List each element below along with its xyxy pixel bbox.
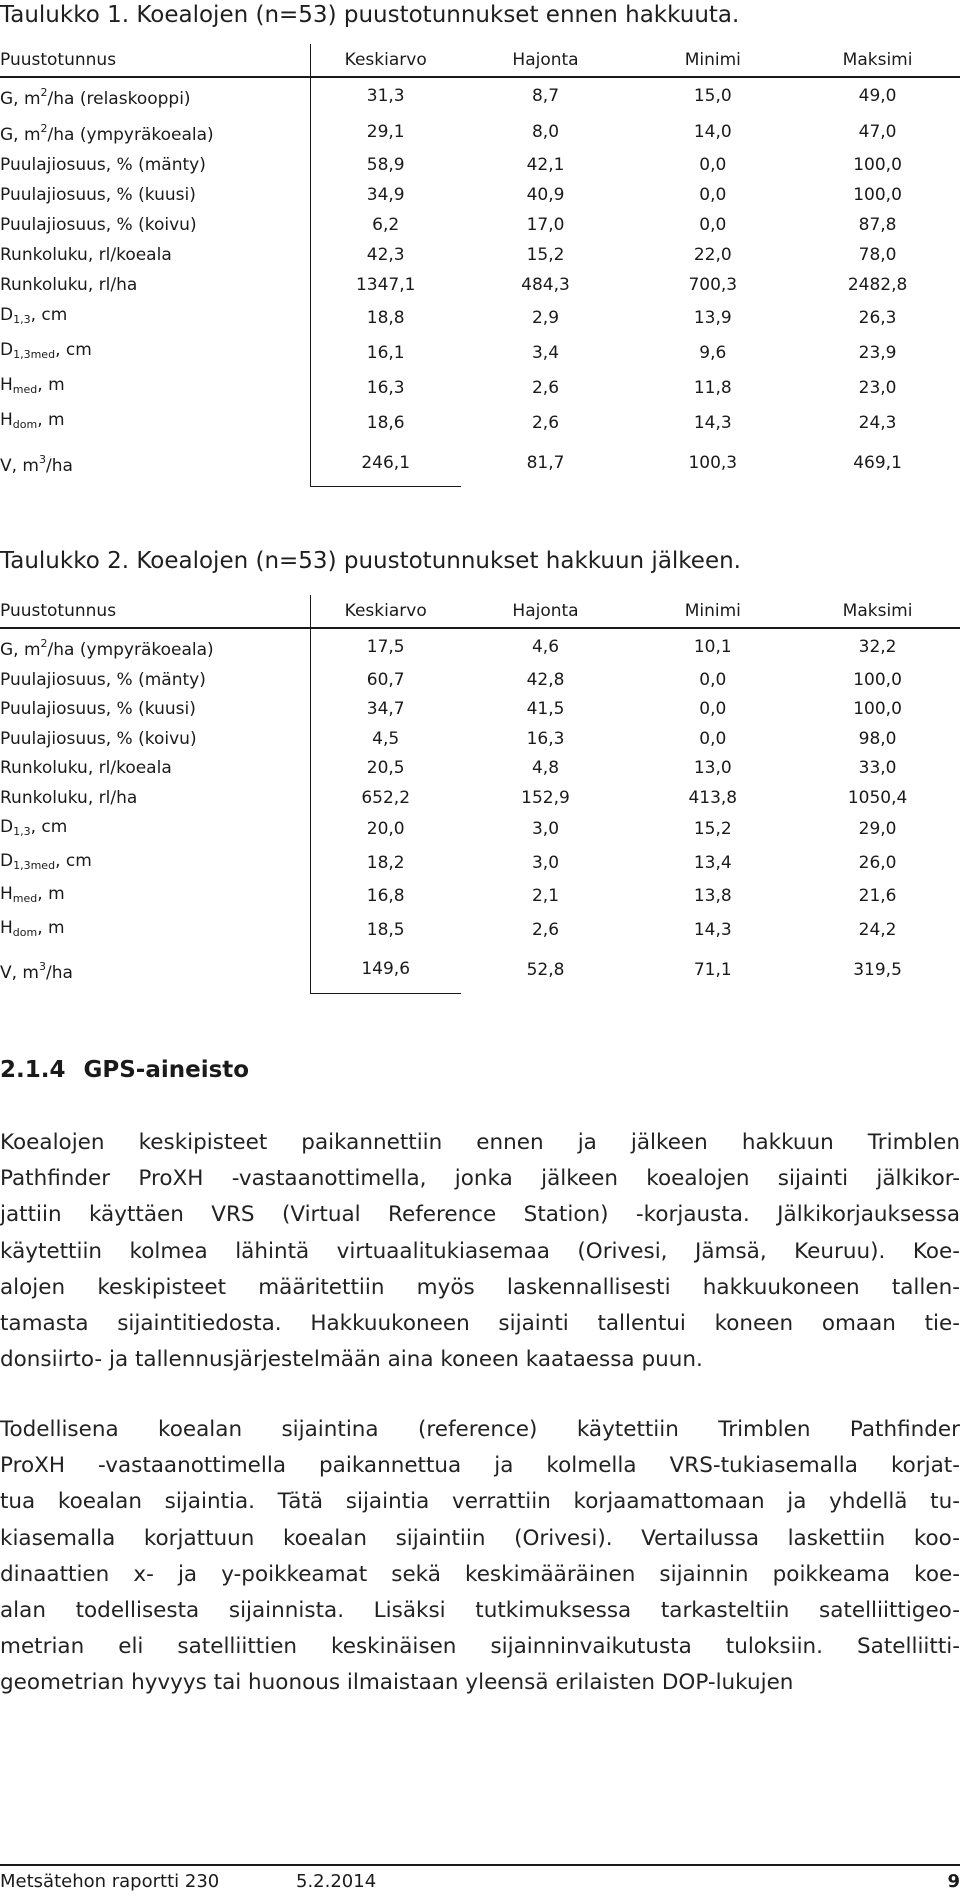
column-header: Hajonta — [461, 595, 631, 628]
table-row — [0, 77, 960, 114]
table-cell: 3,0 — [531, 852, 560, 873]
table-cell: 20,0 — [310, 813, 460, 847]
row-label — [0, 628, 310, 666]
row-label — [0, 210, 310, 240]
table-cell: 18,5 — [310, 914, 460, 948]
subscript: med — [12, 383, 38, 396]
row-label — [0, 370, 310, 405]
subscript: 1,3 — [13, 313, 31, 326]
row-label-unit: /ha — [46, 963, 73, 983]
row-label-unit: , cm — [55, 850, 92, 871]
stand-characteristics-before-table — [0, 44, 960, 487]
row-label-unit: , m — [37, 917, 65, 938]
table-cell: 652,2 — [310, 784, 460, 814]
row-label-text: Puulajiosuus, % (kuusi) — [0, 699, 196, 719]
row-label-unit: , m — [37, 375, 65, 395]
table-cell: 100,0 — [853, 669, 902, 690]
table-cell: 2,6 — [531, 377, 560, 398]
row-label-text: Runkoluku, rl/ha — [0, 787, 138, 808]
paragraph-line: tua koealan sijaintia. Tätä sijaintia verrattiin korjaamattomaan ja yhdellä tu- — [0, 1489, 960, 1515]
table-cell: 17,0 — [526, 215, 565, 235]
table-cell: 10,1 — [693, 636, 732, 657]
table-cell: 16,3 — [310, 370, 460, 405]
subscript: dom — [12, 925, 38, 939]
table2-caption: Taulukko 2. Koealojen (n=53) puustotunnukset hakkuun jälkeen. — [0, 548, 741, 574]
table-cell: 42,3 — [310, 240, 460, 270]
table-cell: 52,8 — [526, 959, 565, 980]
row-label-text: D — [0, 817, 14, 837]
table-cell: 34,7 — [310, 695, 460, 725]
superscript: 3 — [39, 453, 46, 466]
table-cell: 100,0 — [853, 699, 902, 719]
row-label — [0, 405, 310, 440]
row-label-unit: /ha (ympyräkoeala) — [47, 125, 214, 145]
table-cell: 6,2 — [310, 210, 460, 240]
table-cell: 71,1 — [693, 959, 732, 980]
table-cell: 14,3 — [693, 919, 732, 940]
row-label-text: H — [0, 375, 13, 395]
table-cell: 40,9 — [526, 185, 565, 205]
row-label-unit: , cm — [30, 817, 68, 837]
footer-report-title: Metsätehon raportti 230 — [0, 1871, 220, 1892]
footer-divider — [0, 1864, 960, 1866]
row-label-text: H — [0, 410, 13, 430]
table-cell: 2,1 — [531, 886, 560, 906]
table-cell: 29,0 — [858, 819, 897, 839]
row-label-unit: /ha (relaskooppi) — [47, 89, 191, 109]
row-label-text: G, m — [0, 125, 41, 145]
table-cell: 17,5 — [310, 628, 460, 666]
table-cell: 29,1 — [310, 114, 460, 150]
row-label-text: Puulajiosuus, % (koivu) — [0, 215, 197, 235]
column-header: Minimi — [630, 595, 795, 628]
row-label — [0, 754, 310, 784]
row-label-unit: , m — [37, 884, 65, 904]
row-label-text: G, m — [0, 640, 41, 660]
table-cell: 2,9 — [531, 307, 560, 328]
table-cell: 0,0 — [699, 669, 727, 690]
superscript: 3 — [39, 960, 46, 973]
footer-date: 5.2.2014 — [296, 1871, 377, 1892]
row-label — [0, 300, 310, 335]
subscript: 1,3 — [13, 825, 31, 838]
subscript: 1,3med — [13, 858, 56, 872]
superscript: 2 — [40, 637, 48, 650]
table1-caption: Taulukko 1. Koealojen (n=53) puustotunnukset ennen hakkuuta. — [0, 2, 740, 28]
row-label-text: V, m — [0, 963, 39, 983]
table-row — [0, 847, 960, 881]
row-label — [0, 150, 310, 180]
row-label — [0, 270, 310, 300]
table-row — [0, 666, 960, 696]
table-cell: 23,0 — [858, 377, 897, 398]
table-row — [0, 695, 960, 725]
row-label-unit: , m — [37, 410, 65, 430]
table-cell: 149,6 — [310, 947, 460, 993]
table-cell: 0,0 — [699, 215, 727, 235]
page-number: 9 — [947, 1871, 960, 1892]
superscript: 2 — [40, 86, 48, 99]
subscript: 1,3med — [13, 348, 56, 361]
paragraph-line: metrian eli satelliittien keskinäisen sijainninvaikutusta tuloksiin. Satelliitti- — [0, 1634, 960, 1660]
table-row — [0, 335, 960, 370]
table-cell: 32,2 — [858, 636, 897, 657]
table-cell: 1347,1 — [310, 270, 460, 300]
column-header: Puustotunnus — [0, 44, 310, 77]
table-row — [0, 370, 960, 405]
row-label-unit: , cm — [30, 305, 68, 325]
table-cell: 81,7 — [526, 453, 565, 473]
row-label — [0, 880, 310, 914]
table-row — [0, 754, 960, 784]
row-label — [0, 335, 310, 370]
table-cell: 47,0 — [858, 122, 897, 142]
table-cell: 49,0 — [858, 86, 897, 106]
table-row — [0, 210, 960, 240]
paragraph-line: dinaattien x- ja y-poikkeamat sekä keskimääräinen sijainnin poikkeama koe- — [0, 1561, 960, 1587]
table-cell: 16,8 — [310, 880, 460, 914]
table-row — [0, 150, 960, 180]
table-row — [0, 725, 960, 755]
table-cell: 60,7 — [310, 666, 460, 696]
row-label — [0, 180, 310, 210]
row-label — [0, 725, 310, 755]
table-cell: 246,1 — [310, 440, 460, 486]
table-row — [0, 880, 960, 914]
row-label-text: D — [0, 850, 14, 871]
paragraph-line: alojen keskipisteet määritettiin myös laskennallisesti hakkuukoneen tallen- — [0, 1274, 960, 1300]
table-cell: 4,6 — [531, 636, 560, 657]
column-header: Keskiarvo — [310, 595, 460, 628]
row-label — [0, 847, 310, 881]
table-cell: 15,0 — [693, 86, 732, 106]
table-cell: 469,1 — [853, 453, 902, 473]
paragraph-line: Todellisena koealan sijaintina (reference) käytettiin Trimblen Pathfinder — [0, 1417, 960, 1442]
paragraph-line: alan todellisesta sijainnista. Lisäksi tutkimuksessa tarkasteltiin satelliittigeo- — [0, 1597, 960, 1623]
row-label-text: Puulajiosuus, % (mänty) — [0, 155, 206, 175]
row-label-text: Puulajiosuus, % (koivu) — [0, 728, 197, 749]
row-label-unit: , cm — [55, 340, 92, 360]
table-row — [0, 440, 960, 486]
paragraph-line: kiasemalla korjattuun koealan sijaintiin (Orivesi). Vertailussa laskettiin koo- — [0, 1525, 960, 1551]
table-cell: 13,4 — [693, 852, 732, 873]
row-label-text: H — [0, 917, 13, 938]
table-cell: 3,4 — [531, 342, 560, 363]
table-cell: 13,0 — [693, 758, 732, 778]
table-cell: 319,5 — [853, 959, 902, 980]
table-row — [0, 947, 960, 993]
stand-characteristics-after-table — [0, 595, 960, 994]
column-header: Puustotunnus — [0, 595, 310, 628]
table-cell: 2,6 — [531, 919, 560, 940]
paragraph-line: ProXH -vastaanottimella paikannettua ja kolmella VRS-tukiasemalla korjat- — [0, 1453, 960, 1479]
row-label — [0, 240, 310, 270]
section-title: GPS-aineisto — [83, 1057, 250, 1083]
table-row — [0, 628, 960, 666]
table-cell: 4,5 — [310, 725, 460, 755]
column-header: Keskiarvo — [310, 44, 460, 77]
paragraph-line: donsiirto- ja tallennusjärjestelmään aina koneen kaataessa puun. — [0, 1347, 703, 1373]
table-row — [0, 180, 960, 210]
row-label-unit: /ha — [46, 456, 73, 476]
table-cell: 18,2 — [310, 847, 460, 881]
row-label-text: Runkoluku, rl/koeala — [0, 758, 172, 778]
table-cell: 9,6 — [699, 342, 727, 363]
table-cell: 21,6 — [858, 886, 897, 906]
body-paragraph — [0, 1412, 960, 1702]
table-cell: 100,0 — [853, 155, 902, 175]
table-cell: 0,0 — [699, 699, 727, 719]
row-label-text: D — [0, 305, 14, 325]
table-cell: 78,0 — [858, 245, 897, 265]
row-label — [0, 914, 310, 948]
table-cell: 41,5 — [526, 699, 565, 719]
table-cell: 15,2 — [526, 245, 565, 265]
subscript: dom — [12, 418, 38, 431]
table-cell: 20,5 — [310, 754, 460, 784]
table-row — [0, 405, 960, 440]
table-cell: 8,7 — [531, 86, 560, 106]
table-cell: 2,6 — [531, 412, 560, 433]
row-label — [0, 114, 310, 150]
table-row — [0, 114, 960, 150]
row-label-text: Runkoluku, rl/koeala — [0, 245, 172, 265]
table-cell: 8,0 — [531, 122, 560, 142]
table-cell: 13,8 — [693, 886, 732, 906]
table-cell: 26,3 — [858, 307, 897, 328]
paragraph-line: Koealojen keskipisteet paikannettiin ennen ja jälkeen hakkuun Trimblen — [0, 1130, 960, 1155]
table-cell: 18,8 — [310, 300, 460, 335]
table-cell: 24,2 — [858, 919, 897, 940]
table-cell: 16,3 — [526, 728, 565, 749]
table-cell: 18,6 — [310, 405, 460, 440]
table-row — [0, 240, 960, 270]
table-cell: 152,9 — [521, 787, 570, 808]
table-cell: 24,3 — [858, 412, 897, 433]
section-number: 2.1.4 — [0, 1057, 66, 1083]
table-header-row — [0, 44, 960, 77]
table-cell: 14,3 — [693, 412, 732, 433]
column-header: Maksimi — [795, 595, 960, 628]
table-cell: 42,8 — [526, 669, 565, 690]
table-row — [0, 270, 960, 300]
table-cell: 34,9 — [310, 180, 460, 210]
body-paragraph — [0, 1125, 960, 1378]
table-cell: 23,9 — [858, 342, 897, 363]
table-cell: 413,8 — [688, 787, 738, 808]
table-cell: 22,0 — [693, 245, 732, 265]
subscript: med — [12, 892, 38, 905]
table-row — [0, 813, 960, 847]
table-row — [0, 784, 960, 814]
row-label-text: D — [0, 340, 14, 360]
row-label — [0, 440, 310, 486]
row-label-text: G, m — [0, 89, 41, 109]
table-cell: 3,0 — [531, 819, 560, 839]
table-cell: 98,0 — [858, 728, 897, 749]
table-cell: 0,0 — [699, 185, 727, 205]
table-cell: 33,0 — [858, 758, 897, 778]
table-cell: 0,0 — [699, 728, 727, 749]
row-label-text: H — [0, 884, 13, 904]
section-heading — [0, 1057, 249, 1083]
column-header: Hajonta — [461, 44, 631, 77]
table-cell: 1050,4 — [847, 787, 908, 808]
row-label-text: Puulajiosuus, % (kuusi) — [0, 185, 196, 205]
table-cell: 58,9 — [310, 150, 460, 180]
paragraph-line: geometrian hyvyys tai huonous ilmaistaan yleensä erilaisten DOP-lukujen — [0, 1670, 794, 1696]
row-label — [0, 784, 310, 814]
table-cell: 16,1 — [310, 335, 460, 370]
table-row — [0, 914, 960, 948]
table-cell: 14,0 — [693, 122, 732, 142]
table-cell: 87,8 — [858, 215, 897, 235]
table-cell: 15,2 — [693, 819, 732, 839]
paragraph-line: jattiin käyttäen VRS (Virtual Reference Station) -korjausta. Jälkikorjauksessa — [0, 1202, 960, 1228]
paragraph-line: käytettiin kolmea lähintä virtuaalitukiasemaa (Orivesi, Jämsä, Keuruu). Koe- — [0, 1238, 960, 1264]
row-label-text: Puulajiosuus, % (mänty) — [0, 669, 206, 690]
table-cell: 42,1 — [526, 155, 565, 175]
row-label — [0, 695, 310, 725]
row-label-text: V, m — [0, 456, 39, 476]
row-label — [0, 666, 310, 696]
paragraph-line: Pathfinder ProXH -vastaanottimella, jonka jälkeen koealojen sijainti jälkikor- — [0, 1166, 960, 1192]
table-cell: 100,3 — [688, 453, 738, 473]
superscript: 2 — [40, 122, 48, 135]
table-cell: 700,3 — [688, 275, 738, 295]
table-cell: 484,3 — [521, 275, 570, 295]
table-header-row — [0, 595, 960, 628]
table-cell: 31,3 — [310, 77, 460, 114]
table-cell: 100,0 — [853, 185, 902, 205]
row-label-unit: /ha (ympyräkoeala) — [47, 640, 214, 660]
table-row — [0, 300, 960, 335]
table-cell: 0,0 — [699, 155, 727, 175]
row-label — [0, 947, 310, 993]
column-header: Minimi — [630, 44, 795, 77]
row-label-text: Runkoluku, rl/ha — [0, 275, 138, 295]
paragraph-line: tamasta sijaintitiedosta. Hakkuukoneen sijainti tallentui koneen omaan tie- — [0, 1310, 960, 1336]
row-label — [0, 813, 310, 847]
table-cell: 4,8 — [531, 758, 560, 778]
table-cell: 13,9 — [693, 307, 732, 328]
table-cell: 26,0 — [858, 852, 897, 873]
table-cell: 2482,8 — [847, 275, 908, 295]
column-header: Maksimi — [795, 44, 960, 77]
row-label — [0, 77, 310, 114]
table-cell: 11,8 — [693, 377, 732, 398]
